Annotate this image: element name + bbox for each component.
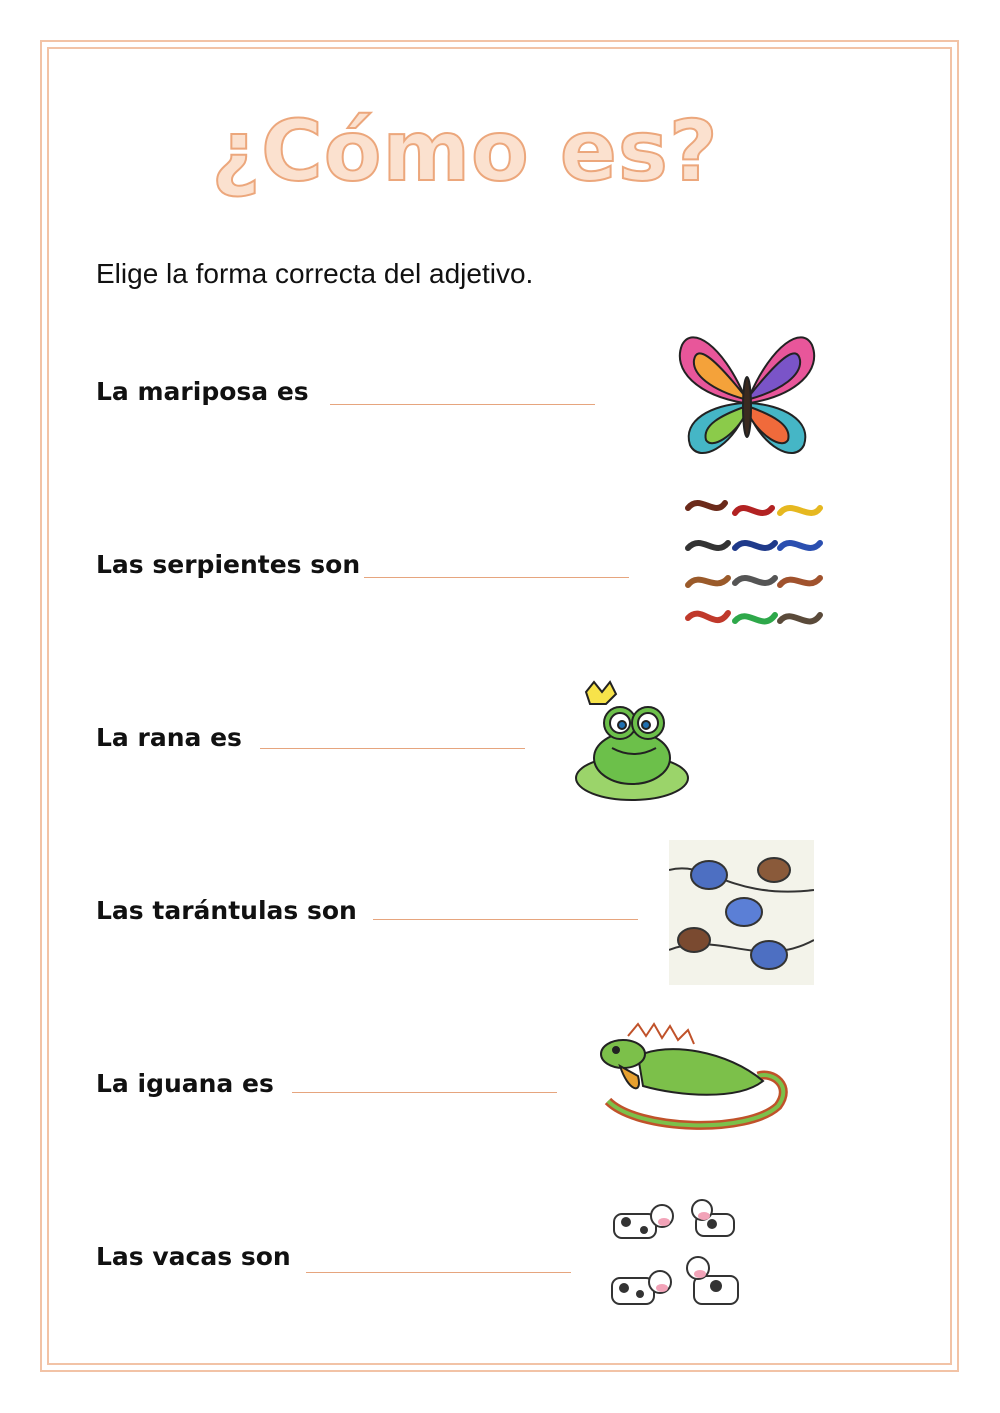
answer-line-vacas[interactable]	[306, 1272, 571, 1273]
item-label-iguana: La iguana es	[96, 1069, 274, 1098]
item-label-mariposa: La mariposa es	[96, 377, 309, 406]
item-label-serpientes: Las serpientes son	[96, 550, 361, 579]
worksheet-title: ¿Cómo es?	[211, 102, 719, 200]
answer-line-mariposa[interactable]	[330, 404, 595, 405]
tarantulas-illustration	[669, 840, 814, 985]
item-label-vacas: Las vacas son	[96, 1242, 291, 1271]
answer-line-serpientes[interactable]	[364, 577, 629, 578]
item-label-tarantulas: Las tarántulas son	[96, 896, 357, 925]
snakes-illustration	[680, 493, 825, 638]
cows-illustration	[606, 1196, 751, 1321]
answer-line-rana[interactable]	[260, 748, 525, 749]
frog-illustration	[572, 678, 692, 808]
iguana-illustration	[598, 1016, 793, 1136]
item-label-rana: La rana es	[96, 723, 242, 752]
instruction-text: Elige la forma correcta del adjetivo.	[96, 258, 534, 289]
answer-line-iguana[interactable]	[292, 1092, 557, 1093]
butterfly-illustration	[672, 325, 822, 470]
page-border-inner	[47, 47, 952, 1365]
answer-line-tarantulas[interactable]	[373, 919, 638, 920]
